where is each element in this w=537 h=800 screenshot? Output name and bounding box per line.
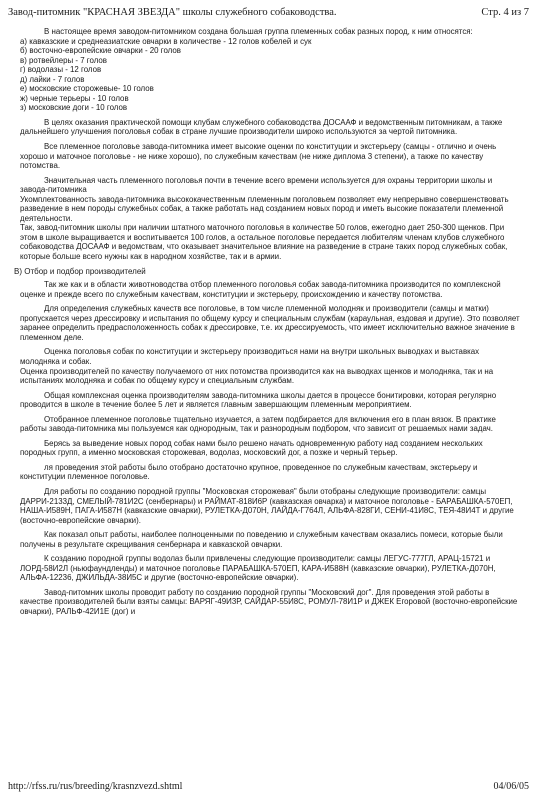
list-item: д) лайки - 7 голов — [20, 74, 85, 84]
list-item: в) ротвейлеры - 7 голов — [20, 55, 107, 65]
document-title: Завод-питомник "КРАСНАЯ ЗВЕЗДА" школы служебного собаководства. — [8, 7, 337, 18]
quality-paragraph: Все племенное поголовье завода-питомника имеет высокие оценки по конституции и экстерьеру (самцы - отлично и очень хорошо и маточное поголовье - не ниже хорошо), по служебным качествам (не ниже диплома 3 степени), а также по качеству потомства. — [20, 142, 497, 171]
intro-paragraph: В настоящее время заводом-питомником создана большая группа племенных собак разных пород, к ним относятся: — [44, 27, 473, 36]
page-header — [8, 6, 529, 22]
list-item: г) водолазы - 12 голов — [20, 65, 102, 75]
moscow-dog-paragraph: Завод-питомник школы проводит работу по созданию породной группы "Московский дог". Для проведения этой работы в качестве производителей были взяты самцы: ВАРЯГ-49И3Р, САЙДАР-55И8С, РОМУЛ-78И1Р и ДЖЕК Егоровой (восточно-европейские овчарки), РАЛЬФ-42И1Е (дог) и — [20, 587, 518, 616]
offspring-paragraph: Оценка производителей по качеству получаемого от них потомства производится как на выводках щенков и молодняка, так и на испытаниях молодняка и собак по общему курсу и специальным службам. — [20, 366, 494, 386]
diver-paragraph: К созданию породной группы водолаз были привлечены следующие производители: самцы ЛЕГУС-777ГЛ, АРАЦ-15721 и ЛОРД-58И2Л (ньюфаундленды) и маточное поголовье ПАРАБАШКА-570ЕП, КАРА-И588Н (кавказские овчарки), РУЛЕТКА-Д070Н, АЛЬФА-12236, ДЖИЛЬДА-38И5С и другие (восточно-европейские овчарки). — [20, 554, 496, 583]
page-number: Стр. 4 из 7 — [481, 7, 529, 18]
staff-paragraph: Укомплектованность завода-питомника высококачественным племенным поголовьем позволяет ему непрерывно совершенствовать разведение в нем породы служебных собак, а также работать над созданием новых пород и иметь высокие показатели племенной деятельности. — [20, 194, 509, 223]
moscow-watchdog-paragraph: Для работы по созданию породной группы "Московская сторожевая" были отобраны следующие производители: самцы ДАРРИ-2133Д, СМЕЛЫЙ-781И2С (сенбернары) и РАЙМАТ-818И6Р (кавказская овчарка) и маточное поголовье - БАРАБАШКА-570ЕП, НАША-И589Н, ПАГА-И587Н (кавказские овчарки), РУЛЕТКА-Д070Н, ЛАЙДА-Г764Л, АЛЬФА-828ГИ, СЕНИ-41И8С, ТЕЯ-48И4Т и другие (восточно-европейские овчарки). — [20, 486, 514, 525]
experience-paragraph: Как показал опыт работы, наиболее полноценными по поведению и служебным качествам оказались помеси, которые были получены в результате скрещивания сенбернара и кавказской овчарки. — [20, 530, 503, 549]
mating-paragraph: Отобранное племенное поголовье тщательно изучается, а затем подбирается для включения его в план вязок. В практике работы завода-питомника мы пользуемся как однородным, так и разнородным подбором, что зависит от решаемых нами задач. — [20, 414, 496, 434]
exterior-paragraph: Оценка поголовья собак по конституции и экстерьеру производиться нами на внутри школьных выводках и выставках молодняка и собак. — [20, 347, 480, 366]
training-paragraph: Для определения служебных качеств все поголовье, в том числе племенной молодняк и производители (самцы и матки) пропускается через дрессировку и испытания по общему курсу и специальным службам (караульная, ездовая и другие). Это позволяет заранее определить предрасположенность собак к дрессировке, т.е. их дрессируемость, что имеет исключительно важное значение в племенном деле. — [20, 304, 520, 342]
page-footer — [8, 781, 529, 795]
new-breeds-paragraph: Берясь за выведение новых пород собак нами было решено начать одновременную работу над созданием нескольких породных групп, а именно московская сторожевая, водолаз, московский дог, а позже и черный терьер. — [20, 438, 483, 458]
list-item: з) московские доги - 10 голов — [20, 103, 128, 113]
list-item: а) кавказские и среднеазиатские овчарки в количестве - 12 голов кобелей и сук — [20, 36, 312, 46]
section-heading: В) Отбор и подбор производителей — [14, 266, 146, 276]
bonitation-paragraph: Общая комплексная оценка производителям завода-питомника школы дается в процессе бонитировки, которая регулярно проводится в школе в течение более 5 лет и является главным завершающим племенным мероприятием. — [20, 390, 497, 410]
selection-paragraph: Так же как и в области животноводства отбор племенного поголовья собак завода-питомника производится по комплексной оценке и прежде всего по служебным качествам, конституции и экстерьеру, происхождению и качеству потомства. — [20, 280, 501, 299]
use-paragraph: Значительная часть племенного поголовья почти в течение всего времени используется для охраны территории школы и завода-питомника — [20, 175, 493, 195]
breed-list — [20, 37, 520, 113]
list-item: б) восточно-европейские овчарки - 20 голов — [20, 46, 181, 56]
document-body — [14, 27, 520, 622]
stock-paragraph: ля проведения этой работы было отобрано достаточно крупное, проведенное по служебным качествам, экстерьеру и конституции племенное поголовье. — [20, 462, 478, 482]
print-date: 04/06/05 — [493, 781, 529, 792]
females-paragraph: Так, завод-питомник школы при наличии штатного маточного поголовья в количестве 50 голов, ежегодно дает 250-300 щенков. При этом в школе выращивается и воспитывается 100 голов, а остальное поголовье передается любителям членам клубов служебного собаководства ДОСААФ и ведомствам, что оказывает значительное влияние на разведение в стране таких пород служебных собак, которые больше всего нужны как в народном хозяйстве, так и в армии. — [20, 223, 508, 262]
list-item: е) московские сторожевые- 10 голов — [20, 84, 154, 94]
list-item: ж) черные терьеры - 10 голов — [20, 93, 129, 103]
help-paragraph: В целях оказания практической помощи клубам служебного собаководства ДОСААФ и ведомственным питомникам, а также дальнейшего улучшения поголовья собак в стране лучшие производители широко используются за чертой питомника. — [20, 117, 503, 137]
page-url: http://rfss.ru/rus/breeding/krasnzvezd.shtml — [8, 781, 183, 792]
